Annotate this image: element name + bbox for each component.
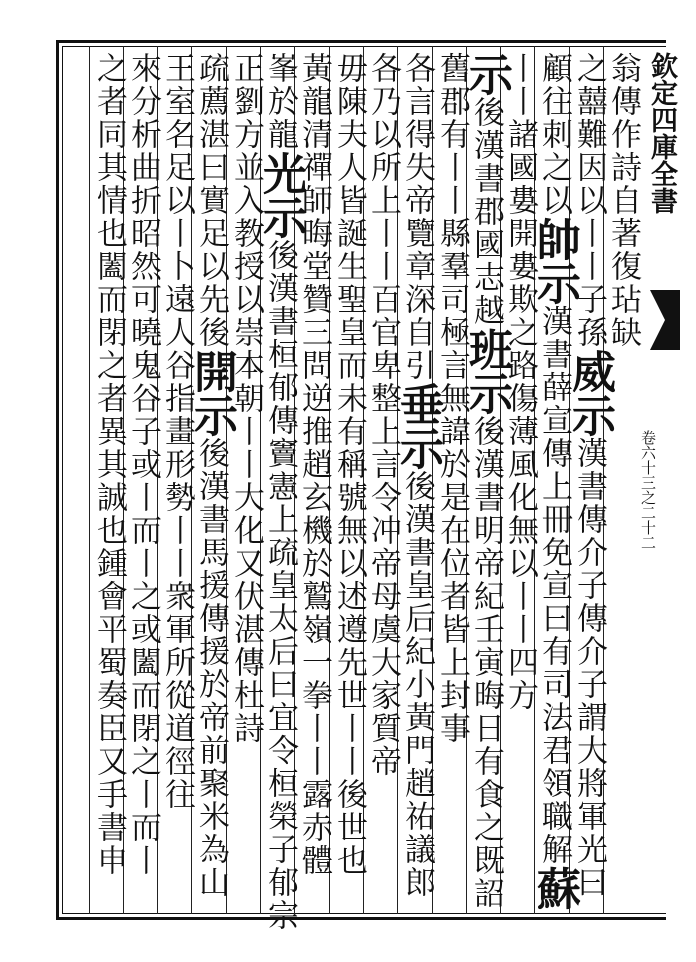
text-column [564,52,615,912]
entry-text: 之囍難因以丨丨子孫 [571,52,607,349]
entry-text: 顧往刺之以 [536,52,572,217]
entry-text: 來分析曲折昭然可曉鬼谷子或丨而丨之或闔而閉之丨而丨 [125,52,161,877]
fish-tail-mark [650,290,680,350]
entry-text: 峯於龍 [262,52,298,151]
entry-text: 丨丨諸國 [502,52,538,184]
text-column [158,52,196,912]
text-column [186,52,237,912]
entry-text: 毋陳夫人皆誕生聖皇而未有稱號無以述遵先世丨丨後世也 [331,52,367,877]
text-column [227,52,265,912]
entry-text: 谷指畫形勢丨丨衆軍所從道徑往 [159,349,195,811]
entry-text: 之者同其情也闔而閉之者異其誠也鍾會平蜀奏臣又手書申 [91,52,127,877]
entry-heading: 垂示 [392,382,443,470]
volume-label: 卷六十三之二十二 [639,430,657,550]
text-column [529,52,580,912]
entry-heading: 開示 [186,349,237,437]
text-column [255,52,306,932]
text-column [433,52,471,912]
entry-text: 後漢書皇后紀小黃門趙祐議郎 [399,470,435,899]
entry-text: 黃龍清禪師晦堂贊三問逆推趙玄機於鷲嶺一拳丨丨露赤體 [296,52,332,877]
text-column [461,52,512,912]
text-column [604,52,642,912]
entry-heading: 示 [461,52,512,96]
entry-text: 疏薦湛曰實足以先後 [193,52,229,349]
entry-text: 卑整上言令冲帝母虞大家質帝 [365,349,401,778]
entry-text: 後漢書桓郁傳竇憲上疏皇太后曰宜令桓榮子郁宗 [262,239,298,932]
text-column [124,52,162,912]
text-column [330,52,368,912]
entry-heading: 光示 [255,151,306,239]
book-title: 欽定四庫全書 [646,52,677,214]
entry-text: 漢書傳介子傳介子謂大將軍光曰 [571,437,607,899]
entry-text: 舊郡有丨丨縣 [434,52,470,250]
entry-text: 漢書薛宣傳上冊免宣曰有司法君領職解 [536,305,572,866]
entry-text: 後漢書明帝紀壬寅晦日有食之既詔 [468,415,504,910]
entry-heading: 班示 [461,327,512,415]
entry-text: 羣司極言無諱於是在位者皆上封事 [434,250,470,745]
entry-text: 王室名足以丨卜遠人 [159,52,195,349]
entry-text: 婁開婁欺之路傷薄風化無以丨丨四方 [502,184,538,712]
entry-heading: 帥示 [529,217,580,305]
entry-text: 後漢書郡國志越 [468,96,504,327]
entry-heading: 威示 [564,349,615,437]
text-column [392,52,443,912]
text-column [364,52,402,912]
entry-text: 各言得失帝覽章深自引 [399,52,435,382]
entry-text: 各乃以所上丨丨百官 [365,52,401,349]
entry-heading: 蘇 [529,866,580,910]
entry-text: 正劉方並入教授以崇本朝丨丨大化又伏湛傳杜詩 [228,52,264,745]
entry-text: 翁傳作詩自著復玷缺 [605,52,641,349]
text-column [90,52,128,912]
entry-text: 後漢書馬援傳援於帝前聚米為山 [193,437,229,899]
text-column [501,52,539,912]
